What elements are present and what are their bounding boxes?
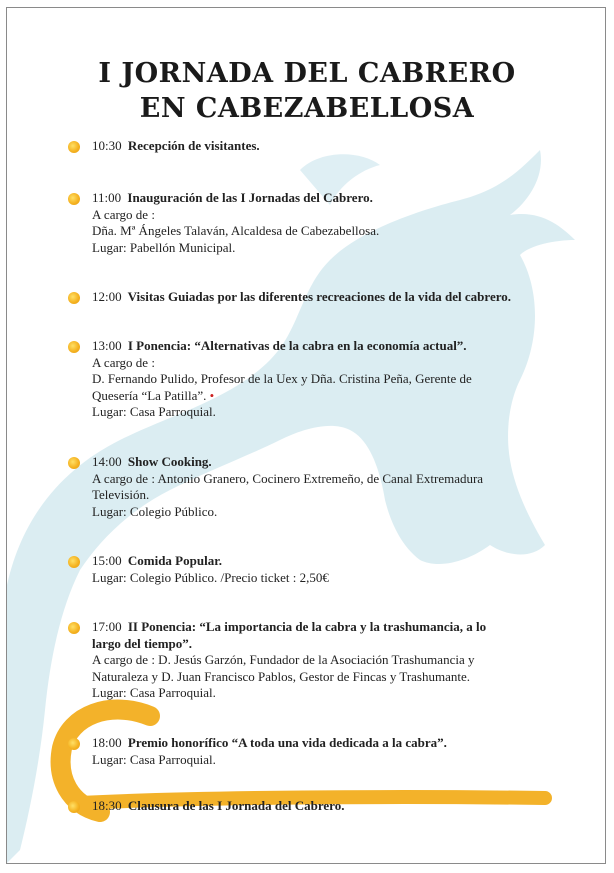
event-time: 18:30 [92,798,122,813]
event-time: 10:30 [92,138,122,153]
event-time: 12:00 [92,289,122,304]
bullet-icon [68,801,80,813]
bullet-icon [68,141,80,153]
event-detail: Dña. Mª Ángeles Talaván, Alcaldesa de Cabezabellosa. [92,223,380,238]
bullet-icon [68,457,80,469]
event-item [68,619,548,702]
title-line-2: EN CABEZABELLOSA [139,93,475,124]
event-detail: Naturaleza y D. Juan Francisco Pablos, Gestor de Fincas y Trashumante. [92,668,471,684]
event-title: Visitas Guiadas por las diferentes recreaciones de la vida del cabrero. [127,289,512,304]
event-detail: Televisión. [92,487,150,502]
event-item [68,798,548,815]
event-title: Inauguración de las I Jornadas del Cabrero. [127,190,373,205]
event-item [68,289,548,306]
event-title: Comida Popular. [127,553,223,568]
event-detail: Lugar: Colegio Público. [92,503,218,519]
event-detail: A cargo de : Antonio Granero, Cocinero Extremeño, de Canal Extremadura [92,470,484,486]
event-heading [92,553,548,570]
event-title: Show Cooking. [127,454,212,469]
event-detail: A cargo de : [92,206,155,222]
bullet-icon [68,193,80,205]
event-title: Clausura de las I Jornada del Cabrero. [127,798,345,813]
event-item [68,190,548,256]
event-heading [92,190,548,207]
event-time: 14:00 [92,454,122,469]
event-detail: A cargo de : D. Jesús Garzón, Fundador de la Asociación Trashumancia y [92,652,475,667]
event-time: 11:00 [92,190,122,205]
event-detail: Lugar: Casa Parroquial. [92,751,216,767]
event-heading [92,619,548,636]
event-item [68,553,548,586]
event-detail: D. Fernando Pulido, Profesor de la Uex y Dña. Cristina Peña, Gerente de [92,371,472,386]
event-heading-continued: largo del tiempo”. [92,635,193,651]
event-title: Recepción de visitantes. [127,138,260,153]
event-detail: Lugar: Casa Parroquial. [92,404,216,419]
event-item [68,735,548,768]
event-item [68,338,548,421]
bullet-icon [68,292,80,304]
event-time: 13:00 [92,338,122,353]
event-title: II Ponencia: “La importancia de la cabra y la trashumancia, a lo [127,619,487,634]
event-detail [92,388,548,405]
event-time: 18:00 [92,735,122,750]
event-heading [92,289,548,306]
event-heading [92,798,548,815]
red-dot-mark: • [209,387,215,403]
bullet-icon [68,738,80,750]
event-item [68,454,548,520]
title-line-1: I JORNADA DEL CABRERO [98,58,516,89]
event-detail: A cargo de : [92,354,155,370]
bullet-icon [68,341,80,353]
event-heading [92,338,548,355]
event-detail: Lugar: Pabellón Municipal. [92,239,236,255]
bullet-icon [68,556,80,568]
event-title: Premio honorífico “A toda una vida dedicada a la cabra”. [127,735,447,750]
event-time: 15:00 [92,553,122,568]
event-heading [92,454,548,471]
event-time: 17:00 [92,619,122,634]
event-detail: Lugar: Colegio Público. /Precio ticket : 2,50€ [92,569,329,585]
event-title: I Ponencia: “Alternativas de la cabra en la economía actual”. [127,338,467,353]
event-detail: Lugar: Casa Parroquial. [92,685,216,700]
event-heading [92,735,548,752]
event-heading [92,138,548,155]
event-detail-text: Quesería “La Patilla”. [92,387,207,403]
bullet-icon [68,622,80,634]
event-item [68,138,548,155]
